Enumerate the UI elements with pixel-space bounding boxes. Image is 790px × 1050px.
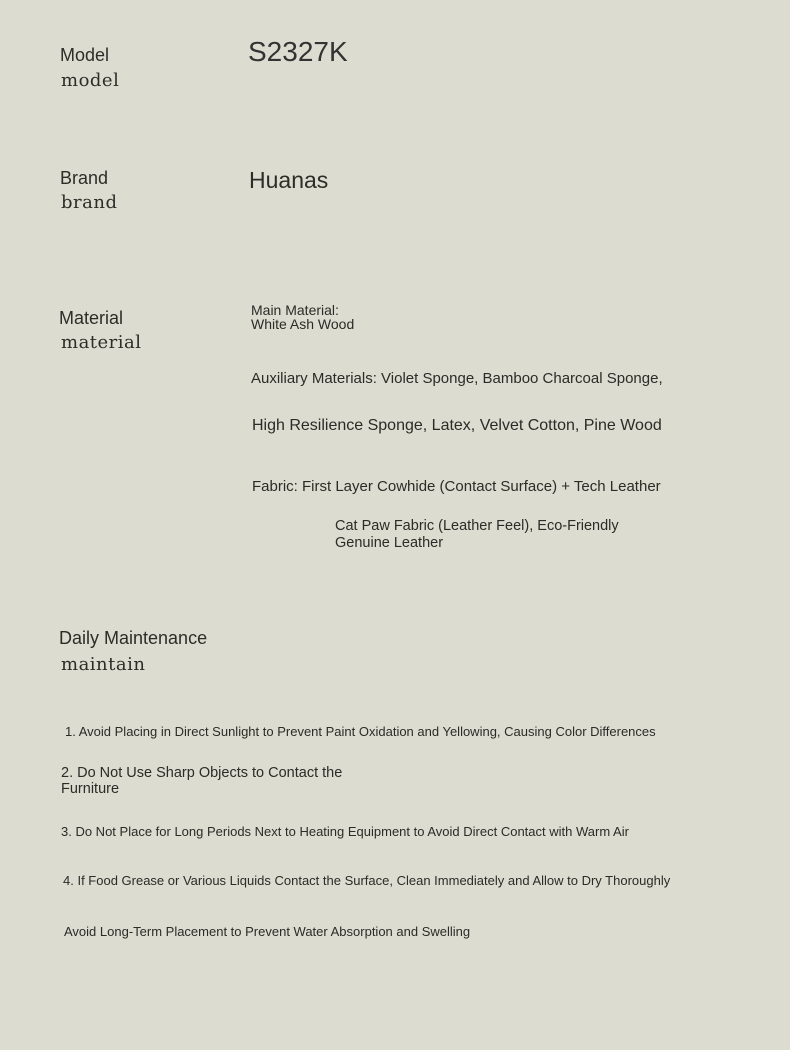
maintenance-label: Daily Maintenance (59, 628, 208, 648)
brand-value: Huanas (249, 167, 329, 193)
fabric-line2: Cat Paw Fabric (Leather Feel), Eco-Friendly (335, 518, 619, 534)
aux-material-line2: High Resilience Sponge, Latex, Velvet Cotton, Pine Wood (252, 417, 662, 434)
aux-material-line1: Auxiliary Materials: Violet Sponge, Bamboo Charcoal Sponge, (251, 370, 663, 387)
main-material-line2: White Ash Wood (251, 316, 355, 332)
fabric-line3: Genuine Leather (335, 535, 444, 551)
maintenance-item-2-line1: 2. Do Not Use Sharp Objects to Contact the (61, 765, 343, 781)
fabric-line1: Fabric: First Layer Cowhide (Contact Surface) + Tech Leather (252, 478, 661, 495)
material-sublabel: material (61, 332, 142, 353)
maintenance-item-5: Avoid Long-Term Placement to Prevent Water Absorption and Swelling (64, 924, 471, 939)
material-label: Material (59, 308, 124, 328)
maintenance-item-2-line2: Furniture (61, 781, 120, 797)
maintenance-item-1: 1. Avoid Placing in Direct Sunlight to Prevent Paint Oxidation and Yellowing, Causing Color Differences (65, 724, 656, 739)
brand-label: Brand (60, 168, 109, 188)
maintenance-item-3: 3. Do Not Place for Long Periods Next to Heating Equipment to Avoid Direct Contact with Warm Air (61, 824, 629, 839)
maintenance-item-4: 4. If Food Grease or Various Liquids Contact the Surface, Clean Immediately and Allow to Dry Thoroughly (63, 873, 671, 888)
model-value: S2327K (248, 36, 348, 67)
model-label: Model (60, 45, 110, 65)
maintenance-sublabel: maintain (61, 654, 146, 675)
main-material-line1: Main Material: (251, 302, 339, 318)
model-sublabel: model (61, 70, 120, 91)
brand-sublabel: brand (61, 192, 118, 213)
